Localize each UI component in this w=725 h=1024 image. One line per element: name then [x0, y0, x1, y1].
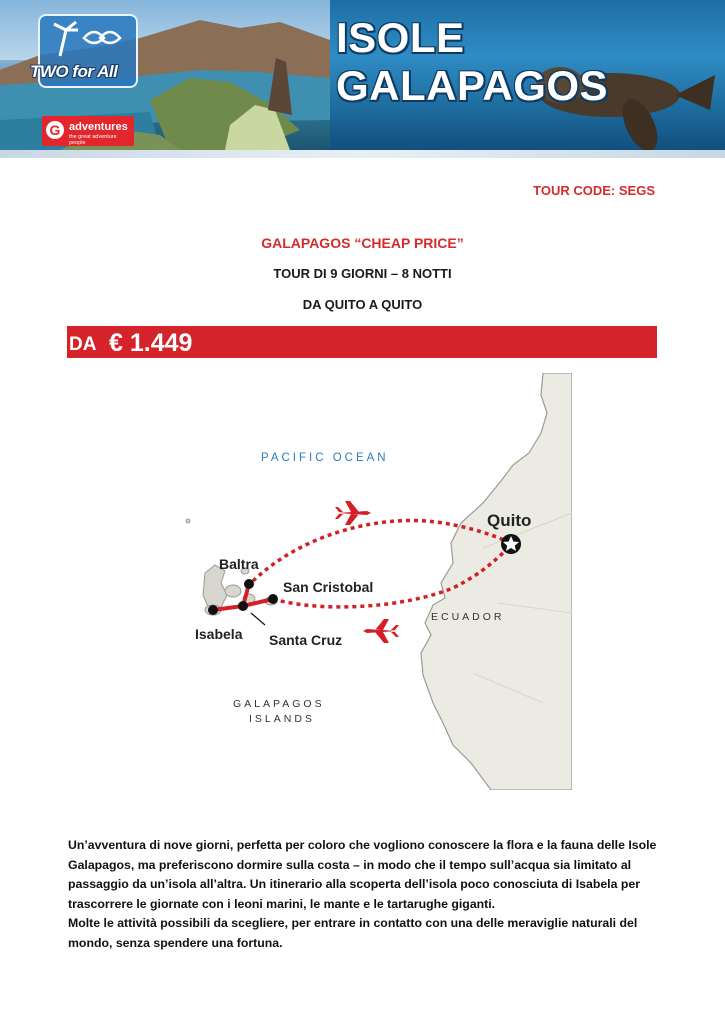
quito-star-icon: [501, 534, 521, 554]
price-amount: € 1.449: [109, 329, 193, 357]
g-adventures-tagline: the great adventure people: [69, 134, 117, 146]
tour-duration: TOUR DI 9 GIORNI – 8 NOTTI: [273, 266, 452, 281]
tour-description: [68, 836, 658, 953]
g-adventures-name: adventures: [69, 121, 128, 133]
price-bar: [67, 326, 657, 358]
g-adventures-icon: G: [46, 121, 64, 139]
price-prefix: DA: [69, 334, 97, 355]
tour-route: DA QUITO A QUITO: [302, 297, 423, 312]
san-cristobal-marker: [268, 594, 278, 604]
banner-title: ISOLE GALAPAGOS: [336, 14, 609, 109]
islands-label-line1: GALAPAGOS: [233, 698, 325, 710]
header-banner: [0, 0, 725, 158]
description-paragraph-1: Un’avventura di nove giorni, perfetta per coloro che vogliono conoscere la flora e la fauna delle Isole Galapagos, ma preferiscono dormire sulla costa – in modo che il tempo sull’acqua sia limitato al passaggio da un’isola all’altra. Un itinerario alla scoperta dell’isola poco conosciuta di Isabela per trascorrere le giornate con i leoni marini, le mante e le tartarughe giganti.: [68, 838, 657, 911]
banner-logo-text: TWO for All: [30, 62, 118, 81]
description-paragraph-2: Molte le attività possibili da scegliere, per entrare in contatto con una delle meraviglie naturali del mondo, senza spendere una fortuna.: [68, 916, 638, 950]
baltra-marker: [244, 579, 254, 589]
label-baltra: Baltra: [219, 556, 259, 572]
tour-code: TOUR CODE: SEGS: [533, 183, 655, 198]
label-quito: Quito: [487, 511, 532, 530]
label-santa-cruz: Santa Cruz: [269, 632, 343, 648]
ocean-label: PACIFIC OCEAN: [261, 452, 389, 464]
label-san-cristobal: San Cristobal: [283, 579, 374, 595]
tour-headline: GALAPAGOS “CHEAP PRICE”: [261, 235, 464, 251]
country-label: ECUADOR: [431, 611, 505, 623]
label-isabela: Isabela: [195, 626, 243, 642]
banner-bottom-bar: [0, 150, 725, 158]
g-adventures-logo: [42, 116, 134, 146]
islands-label-line2: ISLANDS: [249, 713, 315, 725]
isabela-marker: [208, 605, 218, 615]
santa-cruz-marker: [238, 601, 248, 611]
route-map: [153, 373, 572, 790]
